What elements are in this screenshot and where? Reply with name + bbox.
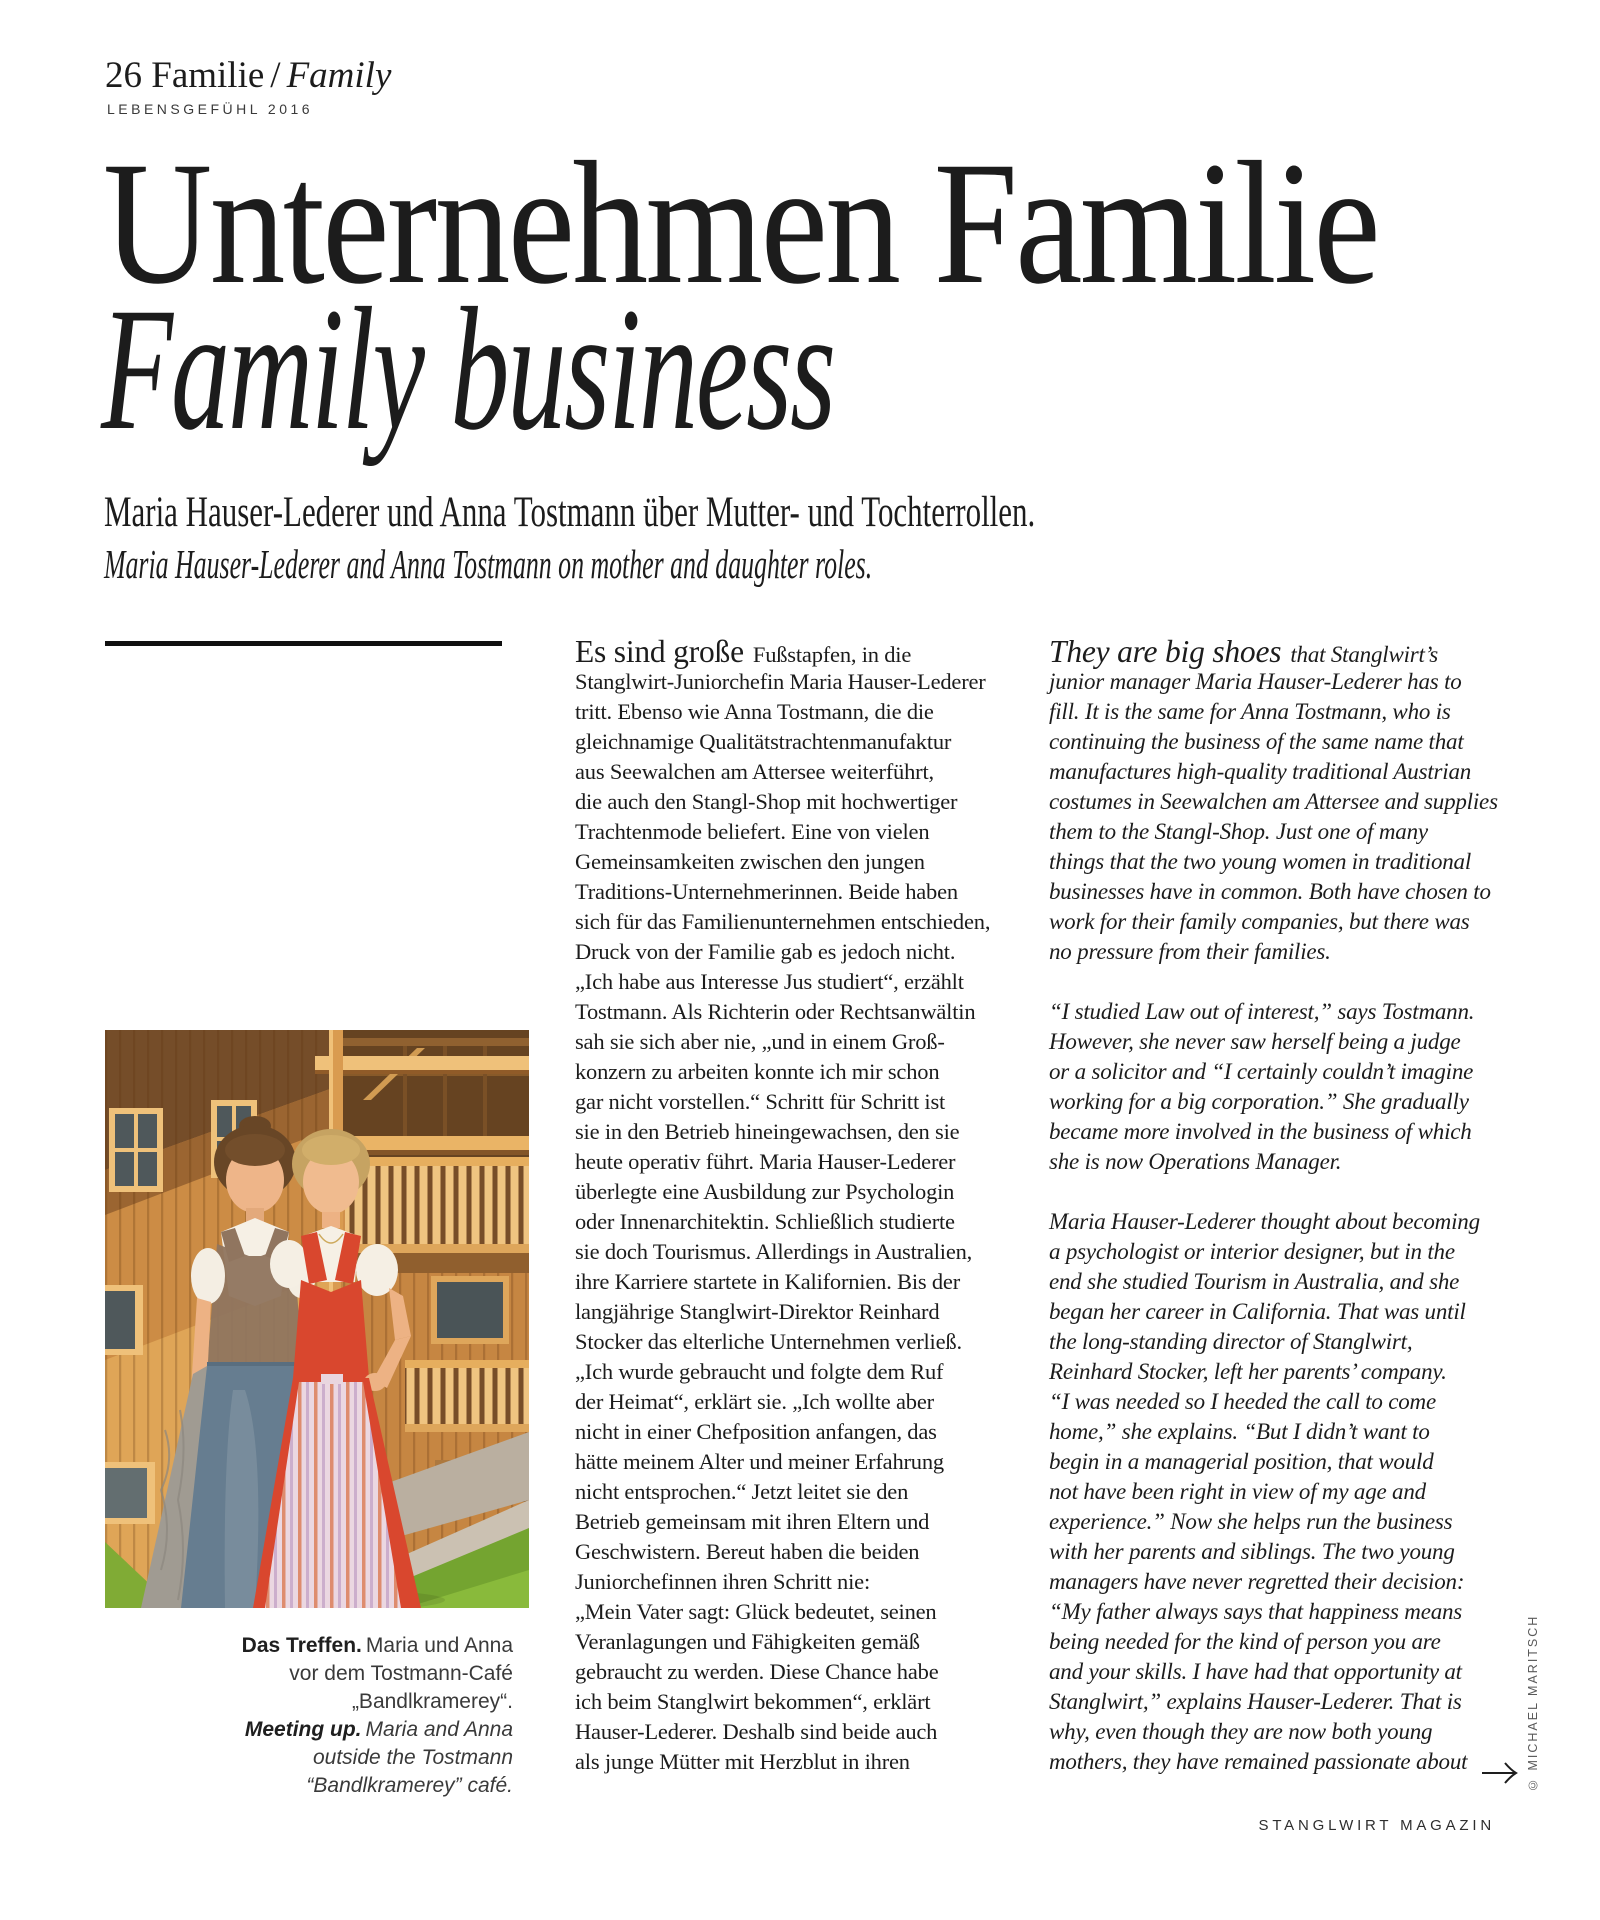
text-line: and your skills. I have had that opportunity at — [1049, 1659, 1462, 1684]
text-line: Gemeinsamkeiten zwischen den jungen — [575, 849, 925, 874]
article-column-english — [1049, 634, 1529, 1777]
text-line: end she studied Tourism in Australia, and she — [1049, 1269, 1460, 1294]
caption-text: Maria und Anna — [365, 1634, 513, 1657]
text-line: things that the two young women in traditional — [1049, 849, 1472, 874]
standfirst-english: Maria Hauser-Lederer and Anna Tostmann on mother and daughter roles. — [104, 541, 873, 587]
headline-german: Unternehmen Familie — [103, 126, 1379, 321]
caption-text: Maria and Anna — [365, 1718, 513, 1741]
text-line: überlegte eine Ausbildung zur Psychologin — [575, 1179, 955, 1204]
caption-line: “Bandlkramerey” café. — [306, 1774, 513, 1797]
text-line: begin in a managerial position, that would — [1049, 1449, 1434, 1474]
text-line: gar nicht vorstellen.“ Schritt für Schritt ist — [575, 1089, 946, 1114]
text-line: costumes in Seewalchen am Attersee and supplies — [1049, 789, 1498, 814]
caption-line: „Bandlkramerey“. — [351, 1690, 513, 1713]
text-line: “I was needed so I heeded the call to come — [1049, 1389, 1436, 1414]
photo-credit: © MICHAEL MARITSCH — [1526, 1614, 1540, 1792]
paragraph — [1049, 634, 1529, 967]
photo-tostmann-cafe — [105, 1030, 529, 1608]
text-line: aus Seewalchen am Attersee weiterführt, — [575, 759, 934, 784]
text-line: ihre Karriere startete in Kalifornien. Bis der — [575, 1269, 961, 1294]
caption-line: vor dem Tostmann-Café — [289, 1662, 513, 1685]
text-line: gleichnamige Qualitätstrachtenmanufaktur — [575, 729, 952, 754]
headline-english: Family business — [101, 272, 834, 467]
text-line: sah sie sich aber nie, „und in einem Groß- — [575, 1029, 945, 1054]
text-line: fill. It is the same for Anna Tostmann, who is — [1049, 699, 1451, 724]
caption-label-en: Meeting up. — [244, 1718, 362, 1741]
text-line: Druck von der Familie gab es jedoch nicht. — [575, 939, 956, 964]
text-line: Hauser-Lederer. Deshalb sind beide auch — [575, 1719, 938, 1744]
text-line: working for a big corporation.” She gradually — [1049, 1089, 1469, 1114]
caption-line — [173, 1716, 513, 1744]
text-line: the long-standing director of Stanglwirt, — [1049, 1329, 1413, 1354]
text-line: mothers, they have remained passionate about — [1049, 1749, 1468, 1774]
text-line: sich für das Familienunternehmen entschieden, — [575, 909, 991, 934]
text-line: hätte meinem Alter und meiner Erfahrung — [575, 1449, 944, 1474]
lead-in-german: Es sind große — [575, 634, 744, 669]
text-line: “My father always says that happiness means — [1049, 1599, 1463, 1624]
text-line: However, she never saw herself being a judge — [1049, 1029, 1461, 1054]
text-line: not have been right in view of my age and — [1049, 1479, 1426, 1504]
text-line: langjährige Stanglwirt-Direktor Reinhard — [575, 1299, 940, 1324]
text-line: why, even though they are now both young — [1049, 1719, 1433, 1744]
kicker-separator: / — [270, 55, 281, 96]
english-paragraph-2-lines — [1049, 997, 1529, 1177]
text-line: sie doch Tourismus. Allerdings in Australien, — [575, 1239, 973, 1264]
text-line: Reinhard Stocker, left her parents’ company. — [1049, 1359, 1447, 1384]
footer-magazine-name: STANGLWIRT MAGAZIN — [1258, 1817, 1495, 1834]
text-line: Juniorchefinnen ihren Schritt nie: — [575, 1569, 870, 1594]
standfirst-german: Maria Hauser-Lederer und Anna Tostmann über Mutter- und Tochterrollen. — [104, 489, 1036, 536]
text-line: a psychologist or interior designer, but in the — [1049, 1239, 1455, 1264]
text-line: die auch den Stangl-Shop mit hochwertiger — [575, 789, 958, 814]
text-line: businesses have in common. Both have chosen to — [1049, 879, 1491, 904]
text-line: „Ich wurde gebraucht und folgte dem Ruf — [575, 1359, 944, 1384]
article-column-german — [575, 634, 1055, 1777]
text-line: als junge Mütter mit Herzblut in ihren — [575, 1749, 910, 1774]
text-line: Stanglwirt,” explains Hauser-Lederer. That is — [1049, 1689, 1462, 1714]
text-line: began her career in California. That was until — [1049, 1299, 1466, 1324]
text-line: „Ich habe aus Interesse Jus studiert“, erzählt — [575, 969, 964, 994]
text-line: Stocker das elterliche Unternehmen verließ. — [575, 1329, 962, 1354]
text-line: became more involved in the business of which — [1049, 1119, 1472, 1144]
text-line: junior manager Maria Hauser-Lederer has to — [1049, 669, 1462, 694]
text-line: manufactures high-quality traditional Austrian — [1049, 759, 1472, 784]
text-line: them to the Stangl-Shop. Just one of many — [1049, 819, 1428, 844]
text-line: konzern zu arbeiten konnte ich mir schon — [575, 1059, 940, 1084]
text-line-rest: that Stanglwirt’s — [1290, 642, 1438, 667]
text-line: continuing the business of the same name that — [1049, 729, 1464, 754]
text-line: gebraucht zu werden. Diese Chance habe — [575, 1659, 939, 1684]
text-line: heute operativ führt. Maria Hauser-Lederer — [575, 1149, 956, 1174]
text-line: Trachtenmode beliefert. Eine von vielen — [575, 819, 930, 844]
caption-label-de: Das Treffen. — [241, 1634, 362, 1657]
text-line: Tostmann. Als Richterin oder Rechtsanwältin — [575, 999, 976, 1024]
text-line: or a solicitor and “I certainly couldn’t imagine — [1049, 1059, 1474, 1084]
text-line: nicht entsprochen.“ Jetzt leitet sie den — [575, 1479, 909, 1504]
caption-line — [173, 1632, 513, 1660]
text-line: Maria Hauser-Lederer thought about becoming — [1049, 1209, 1480, 1234]
text-line: tritt. Ebenso wie Anna Tostmann, die die — [575, 699, 934, 724]
english-paragraph-1-lines — [1049, 667, 1529, 967]
text-line: she is now Operations Manager. — [1049, 1149, 1342, 1174]
lead-in-english: They are big shoes — [1049, 634, 1282, 669]
text-line: nicht in einer Chefposition anfangen, das — [575, 1419, 937, 1444]
text-line: Traditions-Unternehmerinnen. Beide haben — [575, 879, 958, 904]
section-rule — [105, 641, 502, 646]
text-line: Betrieb gemeinsam mit ihren Eltern und — [575, 1509, 930, 1534]
text-line: “I studied Law out of interest,” says Tostmann. — [1049, 999, 1475, 1024]
text-line: oder Innenarchitektin. Schließlich studierte — [575, 1209, 955, 1234]
text-line: „Mein Vater sagt: Glück bedeutet, seinen — [575, 1599, 937, 1624]
kicker — [105, 54, 391, 97]
kicker-section-de: 26 Familie — [105, 55, 265, 96]
text-line: Veranlagungen und Fähigkeiten gemäß — [575, 1629, 920, 1654]
text-line — [575, 634, 1055, 669]
text-line: Stanglwirt-Juniorchefin Maria Hauser-Lederer — [575, 669, 986, 694]
text-line: home,” she explains. “But I didn’t want to — [1049, 1419, 1430, 1444]
kicker-section-en: Family — [286, 55, 392, 96]
text-line: sie in den Betrieb hineingewachsen, den sie — [575, 1119, 960, 1144]
english-paragraph-3-lines — [1049, 1207, 1529, 1777]
text-line: der Heimat“, erklärt sie. „Ich wollte aber — [575, 1389, 934, 1414]
text-line: no pressure from their families. — [1049, 939, 1331, 964]
photo-illustration — [105, 1030, 529, 1608]
text-line — [1049, 634, 1529, 669]
german-body-lines — [575, 667, 1055, 1777]
text-line-rest: Fußstapfen, in die — [752, 642, 912, 667]
text-line: being needed for the kind of person you are — [1049, 1629, 1441, 1654]
text-line: managers have never regretted their decision: — [1049, 1569, 1465, 1594]
photo-caption — [173, 1632, 513, 1800]
issue-line: LEBENSGEFÜHL 2016 — [107, 101, 314, 117]
caption-line: outside the Tostmann — [312, 1746, 513, 1769]
text-line: experience.” Now she helps run the business — [1049, 1509, 1453, 1534]
text-line: work for their family companies, but there was — [1049, 909, 1470, 934]
text-line: ich beim Stanglwirt bekommen“, erklärt — [575, 1689, 931, 1714]
continuation-arrow-icon — [1480, 1758, 1520, 1788]
text-line: Geschwistern. Bereut haben die beiden — [575, 1539, 920, 1564]
text-line: with her parents and siblings. The two young — [1049, 1539, 1455, 1564]
